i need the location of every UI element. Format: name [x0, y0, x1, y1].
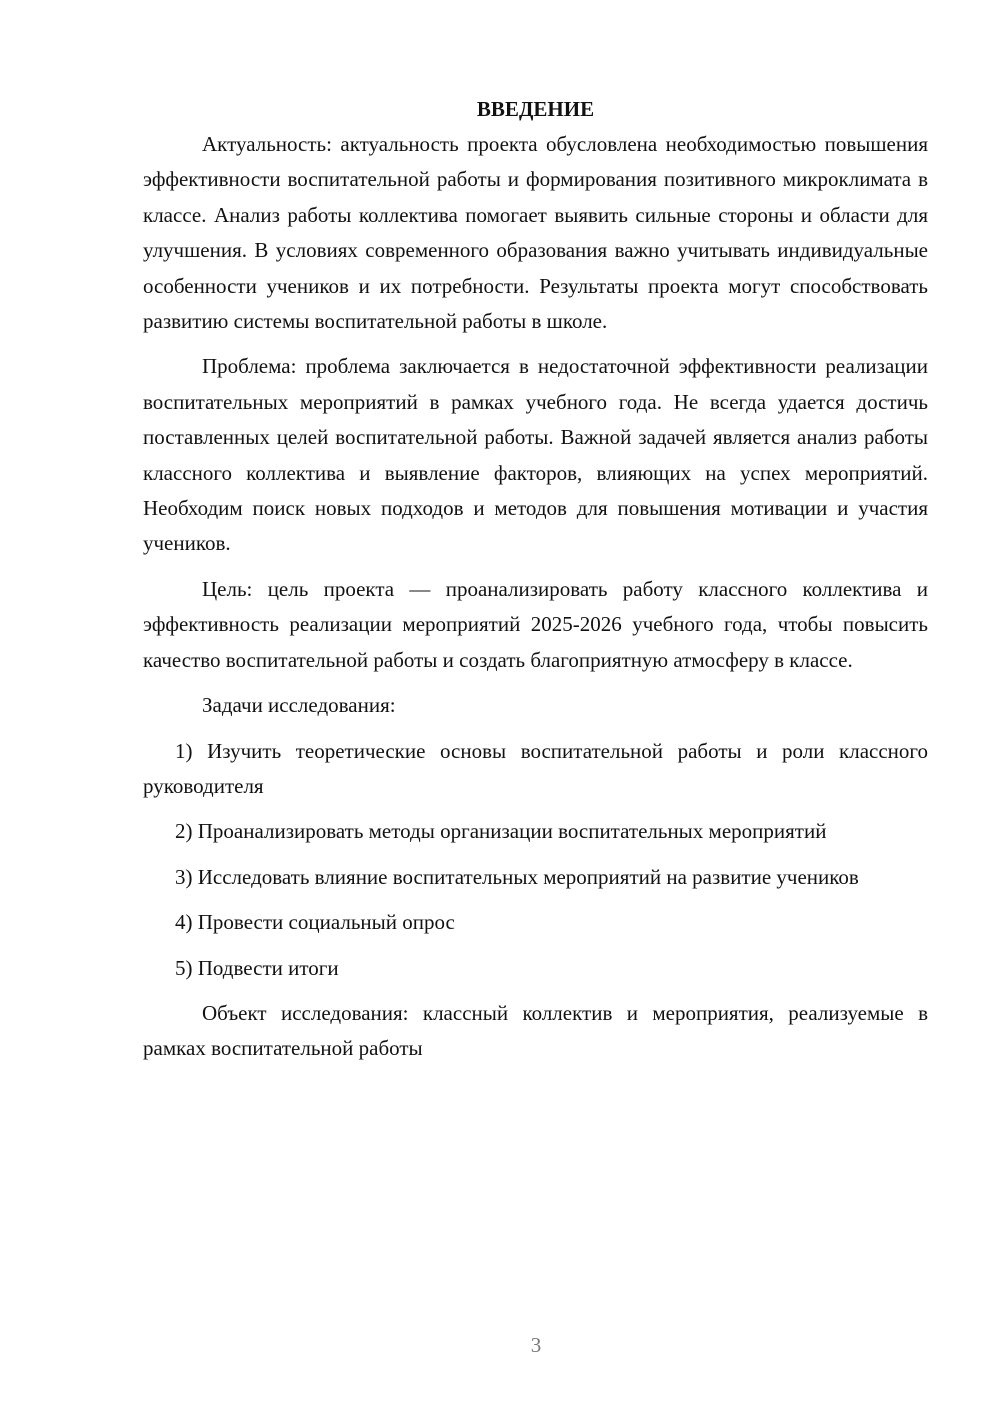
page-content [143, 92, 928, 1077]
task-item: 4) Провести социальный опрос [175, 910, 455, 935]
section-heading: ВВЕДЕНИЕ [476, 97, 595, 121]
task-item: 3) Исследовать влияние воспитательных мероприятий на развитие учеников [175, 864, 859, 889]
task-item: 1) Изучить теоретические основы воспитательной работы и роли классного руководителя [143, 738, 928, 798]
paragraph-object: Объект исследования: классный коллектив и мероприятия, реализуемые в рамках воспитательной работы [143, 1000, 928, 1061]
tasks-intro: Задачи исследования: [202, 693, 396, 718]
page-number: 3 [530, 1333, 542, 1357]
paragraph-goal: Цель: цель проекта — проанализировать работу классного коллектива и эффективность реализации мероприятий 2025-2026 учебного года, чтобы повысить качество воспитательной работы и создать благоприятную атмосферу в классе. [143, 576, 928, 672]
task-item: 5) Подвести итоги [175, 955, 339, 980]
task-item: 2) Проанализировать методы организации воспитательных мероприятий [175, 819, 827, 844]
paragraph-relevance: Актуальность: актуальность проекта обусловлена необходимостью повышения эффективности воспитательной работы и формирования позитивного микроклимата в классе. Анализ работы коллектива помогает выявить сильные стороны и области для улучшения. В условиях современного образования важно учитывать индивидуальные особенности учеников и их потребности. Результаты проекта могут способствовать развитию системы воспитательной работы в школе. [143, 132, 928, 334]
paragraph-problem: Проблема: проблема заключается в недостаточной эффективности реализации воспитательных мероприятий в рамках учебного года. Не всегда удается достичь поставленных целей воспитательной работы. Важной задачей является анализ работы классного коллектива и выявление факторов, влияющих на успех мероприятий. Необходим поиск новых подходов и методов для повышения мотивации и участия учеников. [143, 354, 928, 556]
